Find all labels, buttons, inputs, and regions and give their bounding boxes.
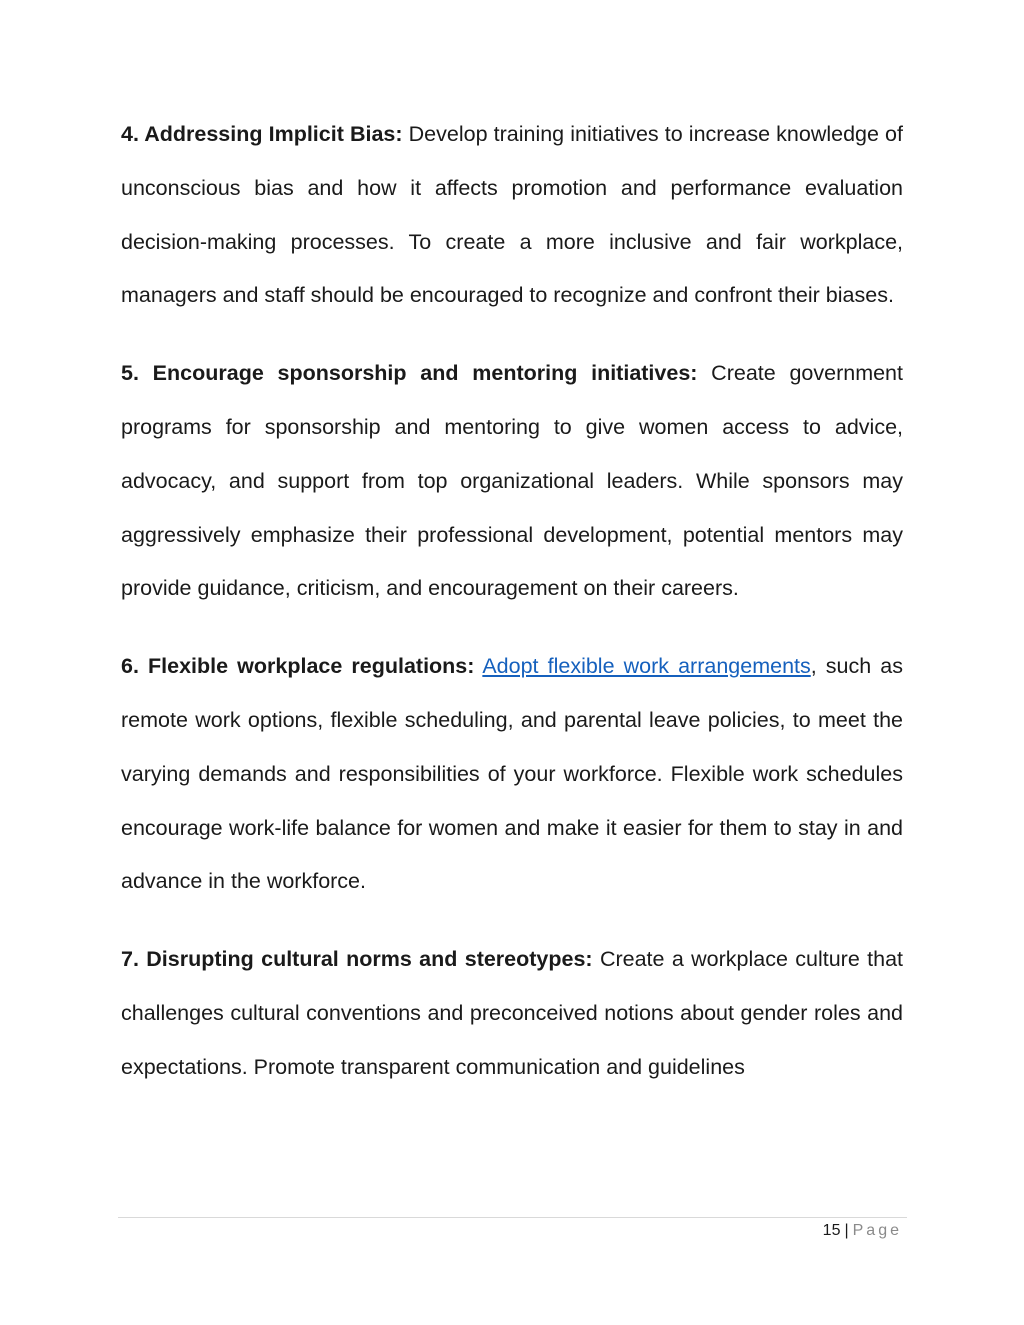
section-heading: 5. Encourage sponsorship and mentoring initiatives: — [121, 361, 698, 386]
footer-separator: | — [844, 1222, 849, 1239]
page-footer — [823, 1222, 902, 1240]
section-body: Develop training initiatives to increase knowledge of unconscious bias and how it affects promotion and performance evaluation decision-making processes. To create a more inclusive and fair workplace, managers and staff should be encouraged to recognize and confront their biases. — [121, 122, 903, 308]
footer-divider — [118, 1217, 907, 1218]
document-page — [121, 108, 903, 1119]
section-heading: 7. Disrupting cultural norms and stereotypes: — [121, 947, 593, 972]
page-label: Page — [852, 1222, 902, 1239]
page-number: 15 — [822, 1222, 841, 1239]
section-heading: 4. Addressing Implicit Bias: — [121, 122, 403, 146]
section-implicit-bias — [121, 108, 903, 323]
section-flexible-workplace — [121, 640, 903, 909]
section-cultural-norms — [121, 933, 903, 1094]
flexible-work-link[interactable]: Adopt flexible work arrangements — [482, 654, 811, 679]
section-body: Create a workplace culture that challenges cultural conventions and preconceived notions about gender roles and expectations. Promote transparent communication and guidelines — [121, 947, 903, 1079]
section-body: Create government programs for sponsorship and mentoring to give women access to advice, advocacy, and support from top organizational leaders. While sponsors may aggressively emphasize their professional development, potential mentors may provide guidance, criticism, and encouragement on their careers. — [121, 361, 903, 601]
section-sponsorship-mentoring — [121, 347, 903, 616]
section-body: , such as remote work options, flexible scheduling, and parental leave policies, to meet the varying demands and responsibilities of your workforce. Flexible work schedules encourage work-life balance for women and make it easier for them to stay in and advance in the workforce. — [121, 654, 904, 894]
section-heading: 6. Flexible workplace regulations: — [121, 654, 475, 679]
